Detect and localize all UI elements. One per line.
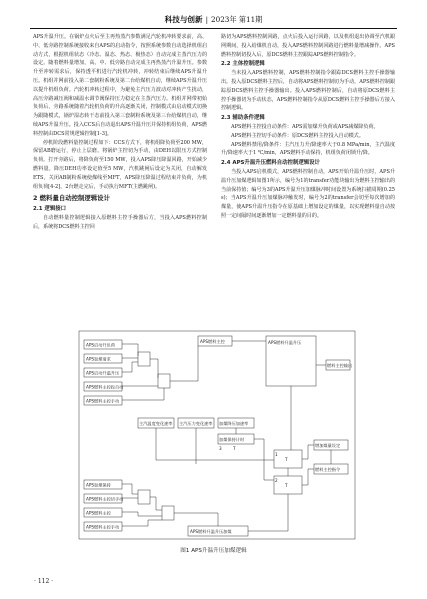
diagram-label: APS燃料升温升压加煤 bbox=[190, 529, 232, 534]
or-gate bbox=[158, 374, 170, 388]
transfer-label: T bbox=[285, 483, 288, 488]
diagram-label: 主汽压力变化速率 bbox=[179, 421, 213, 426]
diagram-label: 加煤保持计时 bbox=[219, 437, 245, 442]
paragraph: 当未投入APS燃料控制，APS燃料控制指令跟踪DCS燃料主控手操器输出。投入原DCS燃料主控后，自动将APS燃料控制切为手动，APS燃料控制跟踪原DCS燃料主控手操器输出。投入APS燃料控制后，自动将原DCS燃料主控手操器切为手动状态，APS燃料控制指令从原DCS燃料主控手操器后方接入控制逻辑。 bbox=[221, 70, 395, 112]
paragraph: 路切为APS燃料控制回路，点火后投入运行回路，以及机组退出协调至汽机跟网期间，投入给煤机自动，投入APS燃料控制回路进行燃料量增减操作。APS燃料控制切投入后，原DCS燃料主控跟踪APS燃料控制指令。 bbox=[221, 34, 395, 58]
diagram-label: 燃料主控输出 bbox=[327, 363, 353, 368]
diagram-label: 加煤降压加速率 bbox=[219, 421, 249, 426]
subsection-heading: 2.3 辅助条件逻辑 bbox=[221, 115, 265, 122]
block-number: 2 bbox=[275, 478, 278, 483]
paragraph: APS燃料主控投自动条件：APS需加煤升负荷或APS减煤降负荷。 bbox=[231, 123, 379, 130]
header-rule bbox=[30, 28, 397, 29]
paragraph: 停机阶段燃料量控制过程如下：CCS方式下，将机组降负荷至200 MW，保留AB磨运行，停止上层磨。将锅炉主控切为手动，由DEH以限压方式控制负荷。打开旁路后，将降负荷至150 MW，投入APS降压降温回路，开始减少燃料量。降压DEH功率设定值至5 MW，汽机跳闸后设定为关闭，自动解发ETS，关闭AB制粉系统使煤线至MFT，APS降压降温过程结束并负荷，为机组负荷[4-2]，2台燃走完后，手动执行MFT(主燃跳闸)。 bbox=[33, 139, 207, 190]
diagram-label: APS燃料主控投自动 bbox=[86, 384, 124, 390]
journal-title: 科技与创新 bbox=[164, 15, 203, 24]
figure-caption: 图1 APS升温升压加煤逻辑 bbox=[180, 548, 247, 554]
and-gate bbox=[138, 490, 150, 504]
subsection-heading: 2.2 主体控制逻辑 bbox=[221, 61, 265, 68]
logic-diagram bbox=[78, 330, 356, 540]
diagram-label: APS燃料升温升压 bbox=[268, 340, 302, 345]
page-number: · 112 · bbox=[34, 578, 54, 585]
header-separator: | bbox=[205, 15, 209, 24]
diagram-label: APS加煤请求 bbox=[86, 356, 111, 362]
paragraph: APS燃料主控切手动条件：原DCS燃料主控投入自动模式。 bbox=[231, 132, 364, 139]
left-column bbox=[33, 33, 207, 232]
right-column bbox=[221, 33, 395, 221]
subsection-heading: 2.4 APS升温升压燃料自动控制逻辑设计 bbox=[221, 160, 320, 167]
diagram-label: APS燃料主控切手动 bbox=[86, 496, 124, 502]
transfer-block bbox=[274, 476, 302, 494]
and-gate bbox=[162, 506, 174, 520]
paragraph: APS升温升压。在锅炉点火后至主再热蒸汽参数满足汽轮机冲转要求前，高、中、低旁路控制系统接收来自APS的启动指令，按照系统参数自动选择机组启动方式，根据机组状态（冷态、温态、热态、极热态）自动完成主蒸汽压力的设定。随着燃料量增加，高、中、低旁路自动完成主再热蒸汽升温升压。参数升至冲转需求后，保持透平机进行汽轮机冲转，冲转结束后继续APS升温升压。机组并网前投入第二套制粉系统及第二台给煤机自动，继续APS升温升压以提升机组负荷。汽轮机冲转过程中，为避免主汽压力波动对冲转产生扰动，高压旁路减压阀和减温水调节阀保持压力稳定在主蒸汽压力。机组并网带初始负荷后，旁路系统随着汽轮机负荷的升高逐渐关闭，控制模式由启动模式切换为跟随模式，锅炉湿态转干态前投入第三套制粉系统及第三台给煤机自动，继续APS升温升压。投入CCS后自动退出APS升温升压并保持机组负荷，APS燃料控制由DCS常规逻辑控制[1-3]。 bbox=[33, 34, 207, 137]
diagram-label: APS启动升温升压 bbox=[86, 370, 120, 376]
diagram-label: 燃料主控指令 bbox=[315, 467, 341, 472]
paragraph: APS燃料禁用/降条件：主汽压力升/降速率大于0.8 MPa/min，主汽温度升/降速率大于1 ℃/min，APS燃料手动保持，机组负荷闭锁升/降。 bbox=[221, 141, 395, 157]
diagram-label: APS燃料主控 bbox=[200, 339, 225, 344]
logic-diagram-svg bbox=[78, 330, 356, 540]
issue-label: 2023年 第11期 bbox=[211, 15, 263, 24]
transfer-label: T bbox=[285, 457, 288, 462]
and-gate bbox=[138, 352, 150, 366]
diagram-label: 主汽温度变化速率 bbox=[139, 421, 173, 426]
subsection-heading: 2.1 逻辑接口 bbox=[33, 206, 66, 213]
running-header bbox=[0, 14, 427, 25]
diagram-label: APS燃料主控手动 bbox=[86, 398, 120, 404]
paragraph: 当投入APS启机模式，APS燃料控制自动，APS开始升温升压时，APS升温升压加煤逻辑如图1所示，编号为1的transfer功能块输出为燃料主控输出的当前保持值；编号为3的APS升温升压加煤脉冲时间设置为系统扫描周期(0.25 s)；当APS升温升压加煤脉冲触发时，编号为2的transfer会切至每次增加的煤量，使APS升温升压指令在原基础上增加设定的煤量，以实现燃料量自动按照一定间隔时间逐渐增加一定燃料量的目的。 bbox=[221, 168, 395, 219]
paragraph: 自动燃料量控制逻辑接入原燃料主控手操器后方，当投入APS燃料控制后，系统将DCS燃料主控回 bbox=[33, 215, 207, 230]
transfer-block bbox=[274, 450, 302, 468]
diagram-label: APS启动升负荷 bbox=[86, 342, 115, 348]
block-number: 3 bbox=[219, 446, 222, 451]
diagram-label: APS加煤保持 bbox=[86, 482, 111, 488]
diagram-labels bbox=[86, 338, 352, 535]
transfer-label: T bbox=[233, 446, 236, 451]
block-number: 1 bbox=[275, 452, 278, 457]
section-heading: 2 燃料量自动控制逻辑设计 bbox=[33, 194, 110, 203]
diagram-label: 增加煤量设定 bbox=[315, 443, 341, 448]
diagram-label: APS燃料主控 bbox=[86, 510, 111, 516]
diagram-label: APS燃料主控手动 bbox=[86, 524, 120, 530]
